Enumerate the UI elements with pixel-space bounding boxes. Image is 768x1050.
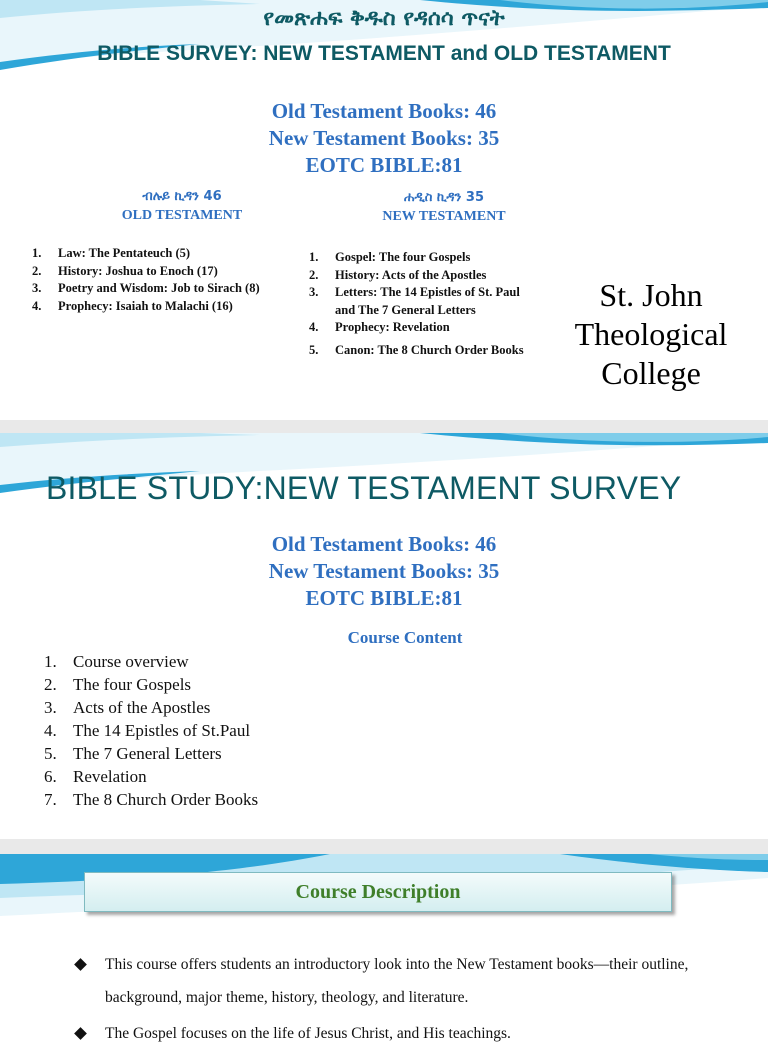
slide-separator: [0, 420, 768, 433]
list-item: 4. The 14 Epistles of St.Paul: [44, 721, 251, 740]
slide-2-title: BIBLE STUDY:NEW TESTAMENT SURVEY: [46, 470, 682, 506]
list-item: This course offers students an introductory look into the New Testament books—their outline, background, major theme, history, theology, and literature.: [74, 948, 754, 1014]
diamond-bullet-icon: [74, 1027, 87, 1040]
course-description-heading: Course Description: [84, 872, 672, 912]
course-description-list: [74, 948, 754, 1050]
new-testament-list: [309, 249, 541, 360]
list-item: 4. Prophecy: Isaiah to Malachi (16): [32, 298, 233, 313]
diamond-bullet-icon: [74, 958, 87, 971]
new-testament-heading: [352, 188, 536, 226]
slide-title-amharic: የመጽሐፍ ቅዱስ የዳሰሳ ጥናት: [263, 6, 505, 31]
list-item: 7. The 8 Church Order Books: [44, 790, 259, 809]
college-name: [556, 276, 746, 393]
list-item: 1. Course overview: [44, 652, 189, 671]
list-item: 4. Prophecy: Revelation: [309, 320, 450, 334]
list-item: The Gospel focuses on the life of Jesus Christ, and His teachings.: [74, 1017, 754, 1050]
list-item: 5. The 7 General Letters: [44, 744, 222, 763]
college-name-line: College: [601, 355, 701, 391]
new-testament-heading-english: NEW TESTAMENT: [382, 209, 506, 224]
slide-title: BIBLE SURVEY: NEW TESTAMENT and OLD TESTAMENT: [97, 42, 671, 65]
list-item: 2. History: Joshua to Enoch (17): [32, 263, 218, 278]
old-testament-list: [32, 245, 302, 315]
count-new-testament: New Testament Books: 35: [268, 126, 500, 150]
list-item: 3. Letters: The 14 Epistles of St. Paul and The 7 General Letters: [309, 285, 520, 317]
list-item: 5. Canon: The 8 Church Order Books: [309, 342, 524, 357]
count-old-testament: Old Testament Books: 46: [271, 532, 497, 556]
college-name-line: Theological: [574, 316, 728, 352]
slide-separator: [0, 839, 768, 854]
slide-1: [0, 0, 768, 420]
old-testament-heading: [92, 187, 272, 225]
count-old-testament: Old Testament Books: 46: [271, 99, 497, 123]
list-item: 2. History: Acts of the Apostles: [309, 267, 487, 282]
list-item: 6. Revelation: [44, 767, 147, 786]
old-testament-heading-english: OLD TESTAMENT: [121, 208, 243, 223]
list-item: 1. Gospel: The four Gospels: [309, 250, 471, 264]
book-counts-2: [0, 531, 768, 612]
book-counts: [0, 98, 768, 179]
count-new-testament: New Testament Books: 35: [268, 559, 500, 583]
count-eotc-bible: EOTC BIBLE:81: [305, 153, 463, 177]
list-item: 3. Acts of the Apostles: [44, 698, 211, 717]
course-content-heading: Course Content: [347, 628, 463, 647]
college-name-line: St. John: [599, 277, 703, 313]
old-testament-heading-amharic: ብሉይ ኪዳን 46: [142, 189, 222, 204]
list-item: 1. Law: The Pentateuch (5): [32, 246, 191, 260]
count-eotc-bible: EOTC BIBLE:81: [305, 586, 463, 610]
course-content-list: [44, 650, 258, 811]
new-testament-heading-amharic: ሐዲስ ኪዳን 35: [404, 190, 484, 205]
list-item: 3. Poetry and Wisdom: Job to Sirach (8): [32, 281, 260, 295]
list-item: 2. The four Gospels: [44, 675, 192, 694]
